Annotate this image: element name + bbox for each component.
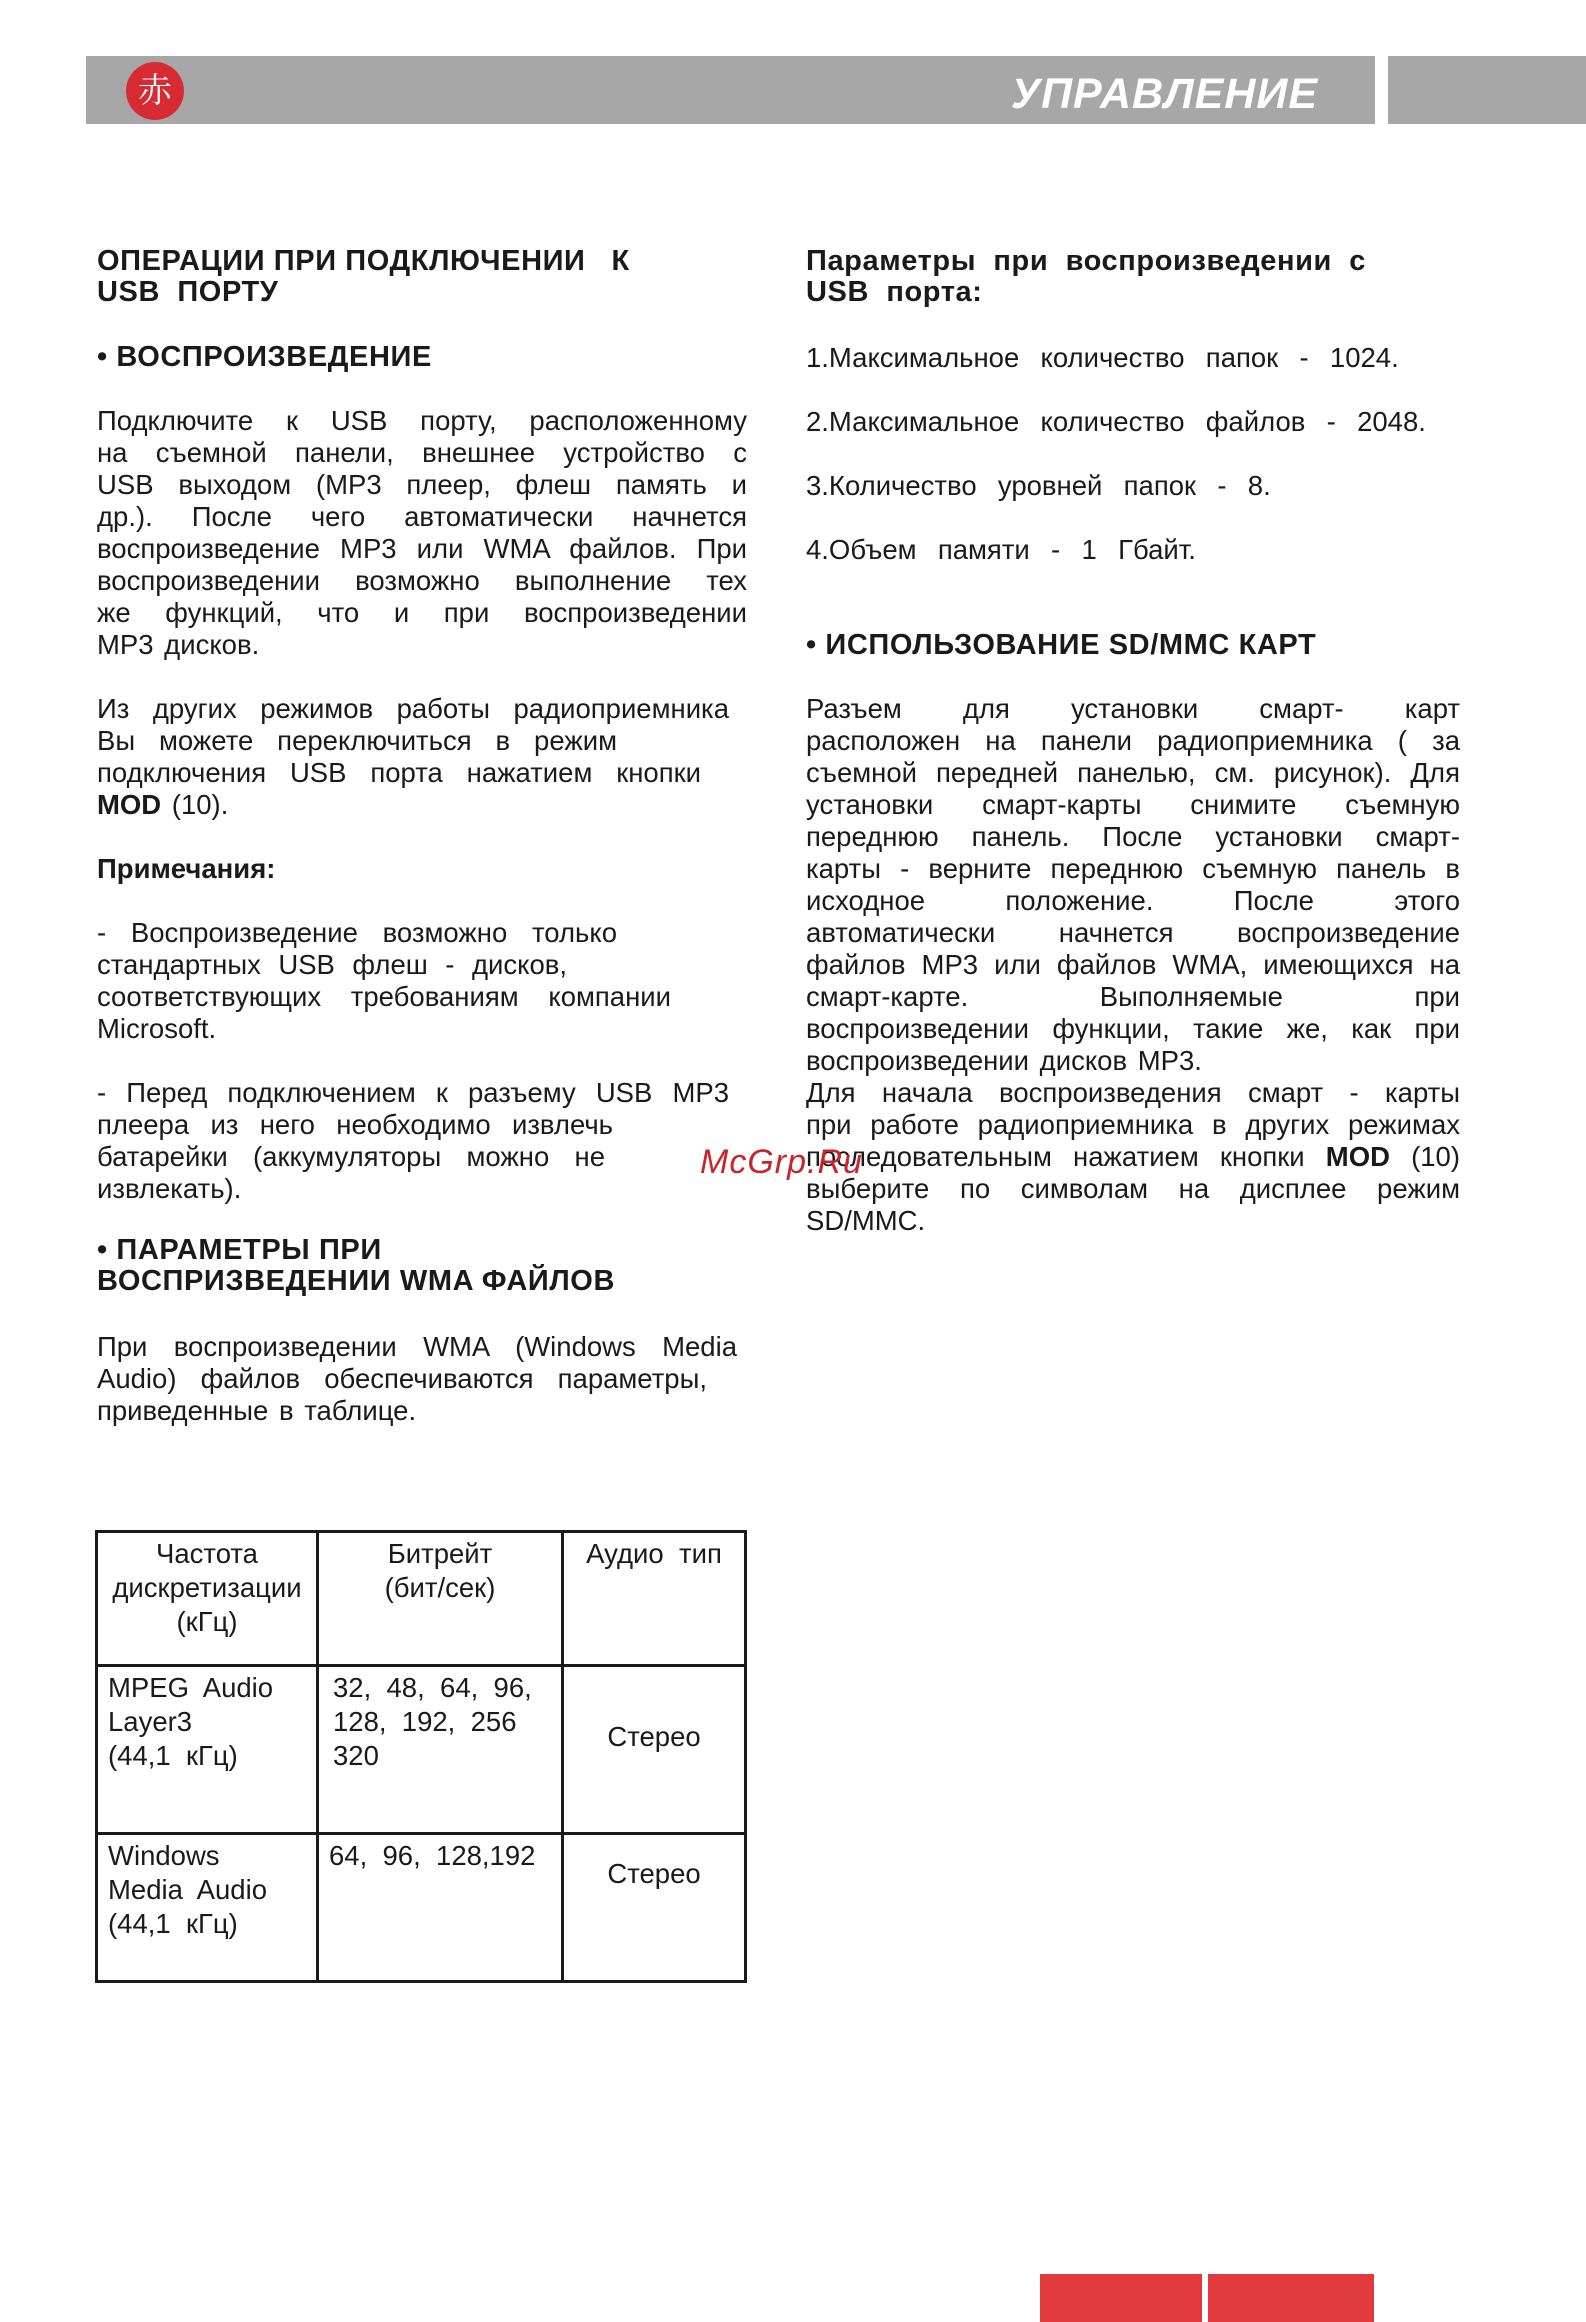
- text-line: съемной передней панелью, см. рисунок). Для: [806, 757, 1460, 788]
- table-cell-type: Стерео: [563, 1834, 746, 1982]
- heading-usb-params-line2: USB порта:: [806, 276, 983, 308]
- text-line: извлекать).: [97, 1173, 242, 1204]
- header-tail-block: [1388, 56, 1586, 124]
- param-item-folders: 1.Максимальное количество папок - 1024.: [806, 342, 1399, 373]
- logo-glyph: 赤: [138, 71, 172, 111]
- text-line: исходное положение. После этого: [806, 885, 1460, 916]
- heading-usb: [97, 246, 747, 308]
- text-line: подключения USB порта нажатием кнопки: [97, 757, 701, 788]
- cell-line: (бит/сек): [384, 1572, 496, 1603]
- text-line: воспроизведение MP3 или WMA файлов. При: [97, 533, 747, 564]
- cell-line: Windows: [108, 1840, 220, 1871]
- text-line: [97, 789, 747, 821]
- cell-line: 32, 48, 64, 96,: [333, 1672, 532, 1703]
- para-usb-connect: [97, 405, 747, 661]
- text-line: Подключите к USB порту, расположенному: [97, 405, 747, 436]
- text-line: воспроизведении дисков MP3.: [806, 1045, 1202, 1076]
- para-mode-switch: [97, 693, 747, 821]
- text-line: установки смарт-карты снимите съемную: [806, 789, 1460, 820]
- notes-title: Примечания:: [97, 853, 276, 884]
- param-item-levels: 3.Количество уровней папок - 8.: [806, 470, 1271, 501]
- text-line: батарейки (аккумуляторы можно не: [97, 1141, 605, 1172]
- table-header-cell: [318, 1532, 563, 1666]
- brand-logo-icon: [126, 62, 184, 120]
- heading-usb-line1: ОПЕРАЦИИ ПРИ ПОДКЛЮЧЕНИИ К: [97, 245, 630, 277]
- para-sd-card: [806, 693, 1460, 1237]
- text-line: При воспроизведении WMA (Windows Media: [97, 1331, 737, 1362]
- text-line: при работе радиоприемника в других режимах: [806, 1109, 1460, 1140]
- cell-line: Media Audio: [108, 1874, 267, 1905]
- text-line: Для начала воспроизведения смарт - карты: [806, 1077, 1460, 1108]
- text-line: Разъем для установки смарт- карт: [806, 693, 1460, 724]
- text-line: плеера из него необходимо извлечь: [97, 1109, 613, 1140]
- text-line: смарт-карте. Выполняемые при: [806, 981, 1460, 1012]
- heading-wma-line2: ВОСПРИЗВЕДЕНИИ WMA ФАЙЛОВ: [97, 1265, 616, 1297]
- text-line: др.). После чего автоматически начнется: [97, 501, 747, 532]
- text-line: Из других режимов работы радиоприемника: [97, 693, 729, 724]
- heading-usb-line2: USB ПОРТУ: [97, 276, 279, 308]
- text-line: расположен на панели радиоприемника ( за: [806, 725, 1460, 756]
- text-line: соответствующих требованиям компании: [97, 981, 671, 1012]
- param-item-memory: 4.Объем памяти - 1 Гбайт.: [806, 534, 1196, 565]
- table-cell-type: Стерео: [563, 1666, 746, 1834]
- text-line: автоматически начнется воспроизведение: [806, 917, 1460, 948]
- note-1: [97, 917, 747, 1045]
- cell-line: 64, 96, 128,192: [329, 1840, 536, 1871]
- watermark: McGrp.Ru: [700, 1143, 863, 1181]
- text-line: - Перед подключением к разъему USB MP3: [97, 1077, 729, 1108]
- text-line: - Воспроизведение возможно только: [97, 917, 617, 948]
- text-line: файлов MP3 или файлов WMA, имеющихся на: [806, 949, 1460, 980]
- heading-usb-params-line1: Параметры при воспроизведении с: [806, 245, 1367, 277]
- cell-line: дискретизации: [112, 1572, 302, 1603]
- text-line: [806, 1141, 1460, 1173]
- text-line: MP3 дисков.: [97, 629, 260, 660]
- text-line: USB выходом (MP3 плеер, флеш память и: [97, 469, 747, 500]
- wma-params-table: [95, 1530, 747, 1983]
- mod-key-number: (10).: [161, 789, 229, 820]
- text-line: переднюю панель. После установки смарт-: [806, 821, 1460, 852]
- heading-sd-mmc: • ИСПОЛЬЗОВАНИЕ SD/MMC КАРТ: [806, 629, 1317, 661]
- table-cell-bitrate: [318, 1834, 563, 1982]
- table-cell-format: [97, 1834, 318, 1982]
- footer-red-block-right: [1208, 2274, 1374, 2322]
- text-line: на съемной панели, внешнее устройство с: [97, 437, 747, 468]
- cell-line: 128, 192, 256: [333, 1706, 517, 1737]
- text-line: SD/MMC.: [806, 1205, 926, 1236]
- para-wma: [97, 1331, 747, 1427]
- table-row: [97, 1834, 746, 1982]
- text-line: выберите по символам на дисплее режим: [806, 1173, 1460, 1204]
- text-line: воспроизведении функции, такие же, как при: [806, 1013, 1460, 1044]
- table-row: [97, 1666, 746, 1834]
- text-line: стандартных USB флеш - дисков,: [97, 949, 567, 980]
- right-column: [806, 246, 1460, 1237]
- left-column: [97, 246, 747, 1427]
- text-line: воспроизведении возможно выполнение тех: [97, 565, 747, 596]
- sd-para2-pre: последовательным нажатием кнопки: [806, 1141, 1305, 1172]
- cell-line: (44,1 кГц): [108, 1740, 238, 1771]
- text-line: карты - верните переднюю съемную панель в: [806, 853, 1460, 884]
- mod-key-number: (10): [1389, 1141, 1460, 1172]
- mod-key: MOD: [1325, 1141, 1390, 1172]
- heading-wma: [97, 1235, 747, 1297]
- footer-red-block-left: [1040, 2274, 1202, 2322]
- cell-line: (кГц): [176, 1606, 238, 1637]
- heading-playback: • ВОСПРОИЗВЕДЕНИЕ: [97, 341, 432, 373]
- cell-line: (44,1 кГц): [108, 1908, 238, 1939]
- param-item-files: 2.Максимальное количество файлов - 2048.: [806, 406, 1426, 437]
- table-cell-format: [97, 1666, 318, 1834]
- section-title: УПРАВЛЕНИЕ: [1010, 70, 1318, 118]
- text-line: Audio) файлов обеспечиваются параметры,: [97, 1363, 707, 1394]
- table-header-cell: [97, 1532, 318, 1666]
- note-2: [97, 1077, 747, 1205]
- text-line: Вы можете переключиться в режим: [97, 725, 617, 756]
- cell-line: Layer3: [108, 1706, 193, 1737]
- table-header-row: [97, 1532, 746, 1666]
- cell-line: Частота: [156, 1538, 258, 1569]
- heading-usb-params: [806, 246, 1460, 308]
- table-header-cell: [563, 1532, 746, 1666]
- text-line: же функций, что и при воспроизведении: [97, 597, 747, 628]
- text-line: приведенные в таблице.: [97, 1395, 417, 1426]
- heading-wma-line1: • ПАРАМЕТРЫ ПРИ: [97, 1234, 382, 1266]
- text-line: Microsoft.: [97, 1013, 217, 1044]
- cell-line: Битрейт: [387, 1538, 493, 1569]
- cell-line: MPEG Audio: [108, 1672, 274, 1703]
- cell-line: Аудио тип: [586, 1538, 722, 1569]
- mod-key: MOD: [97, 789, 162, 820]
- cell-line: 320: [333, 1740, 379, 1771]
- table-cell-bitrate: [318, 1666, 563, 1834]
